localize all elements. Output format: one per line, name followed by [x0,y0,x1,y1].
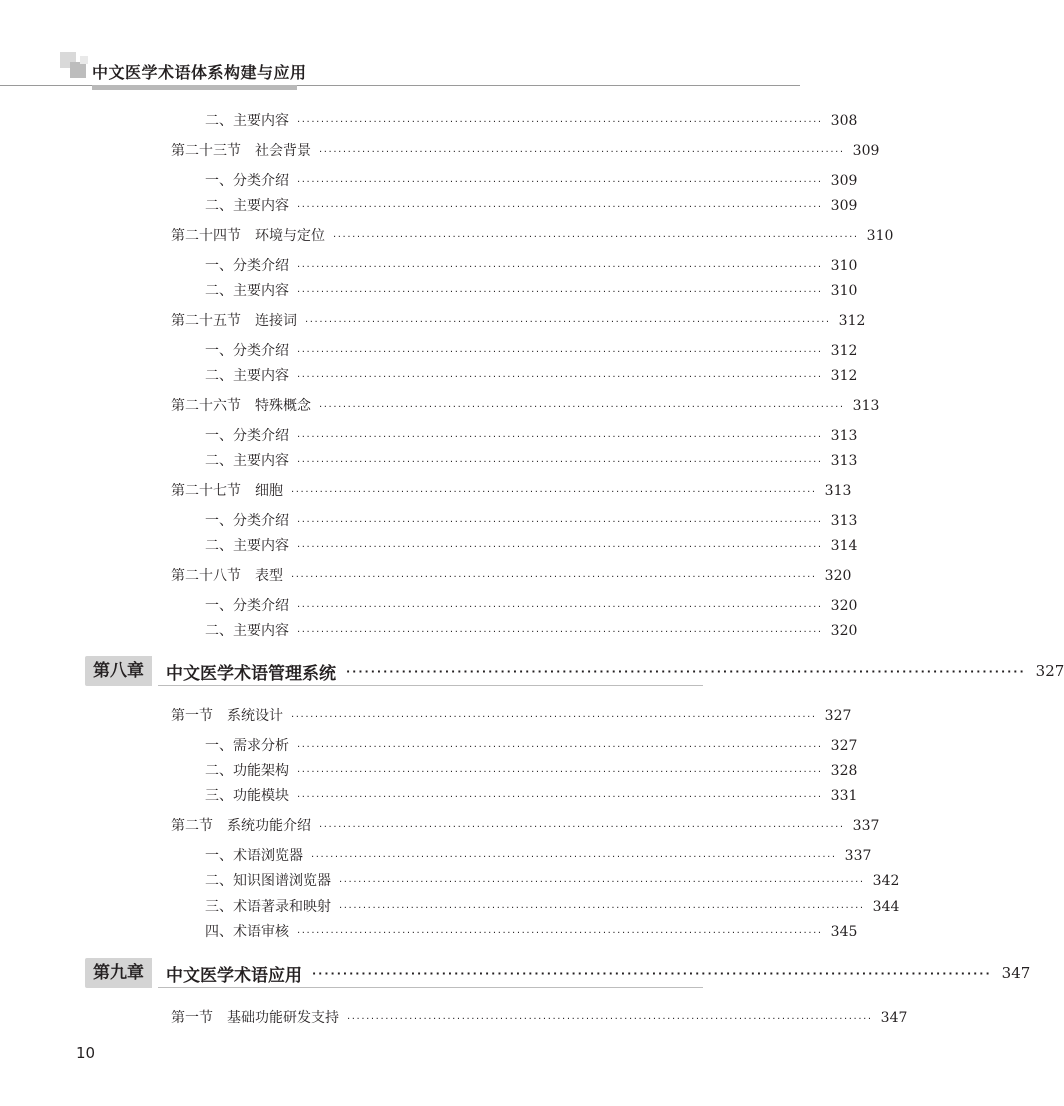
toc-entry[interactable] [205,896,900,916]
section-title: 系统功能介绍 [227,818,311,834]
entry-page: 345 [830,924,858,940]
chapter-page: 327 [1035,662,1064,680]
chapter-title: 中文医学术语管理系统 [166,663,336,684]
entry-page: 328 [830,763,858,779]
entry-label: 一、分类介绍 [205,258,289,274]
section-title: 表型 [255,568,283,584]
toc-entry[interactable] [205,785,858,805]
section-title: 社会背景 [255,143,311,159]
dot-leader: ·············································································································· [297,542,823,553]
entry-label: 二、主要内容 [205,538,289,554]
section-number: 第二十五节 [171,313,241,329]
toc-entry[interactable] [205,760,858,780]
toc-entry[interactable] [205,450,858,470]
dot-leader: ·············································································································· [291,572,817,583]
toc-entry[interactable] [205,340,858,360]
header-decor-square [70,62,86,78]
entry-label: 一、分类介绍 [205,428,289,444]
toc-chapter[interactable] [85,656,1064,686]
entry-page: 342 [872,873,900,889]
header-title-bar [92,85,297,90]
toc-entry[interactable] [205,845,872,865]
dot-leader: ·············································································································· [297,792,823,803]
section-page: 310 [866,228,894,244]
entry-page: 314 [830,538,858,554]
dot-leader: ·············································································································· [339,877,865,888]
toc-entry[interactable] [205,535,858,555]
section-title: 系统设计 [227,708,283,724]
entry-label: 一、需求分析 [205,738,289,754]
entry-page: 344 [872,899,900,915]
entry-page: 337 [844,848,872,864]
dot-leader: ·············································································································· [346,664,1026,678]
dot-leader: ·············································································································· [297,602,823,613]
section-title: 连接词 [255,313,297,329]
book-title: 中文医学术语体系构建与应用 [92,63,307,82]
entry-page: 313 [830,428,858,444]
entry-page: 312 [830,343,858,359]
dot-leader: ·············································································································· [297,117,823,128]
section-title: 特殊概念 [255,398,311,414]
chapter-underline [158,987,703,988]
entry-page: 310 [830,283,858,299]
toc-entry[interactable] [205,620,858,640]
toc-entry[interactable] [205,425,858,445]
entry-page: 320 [830,598,858,614]
dot-leader: ·············································································································· [297,347,823,358]
entry-label: 二、知识图谱浏览器 [205,873,331,889]
entry-label: 四、术语审核 [205,924,289,940]
entry-label: 二、主要内容 [205,113,289,129]
section-title: 基础功能研发支持 [227,1010,339,1026]
dot-leader: ·············································································································· [319,147,845,158]
dot-leader: ·············································································································· [297,627,823,638]
chapter-title: 中文医学术语应用 [166,965,302,986]
section-number: 第一节 [171,708,213,724]
toc-section[interactable] [171,815,880,835]
toc-entry[interactable] [205,280,858,300]
dot-leader: ·············································································································· [339,903,865,914]
toc-entry[interactable] [205,365,858,385]
header-decor-square [80,56,88,64]
toc-entry[interactable] [205,921,858,941]
section-page: 327 [824,708,852,724]
entry-label: 三、术语著录和映射 [205,899,331,915]
toc-entry[interactable] [205,255,858,275]
dot-leader: ·············································································································· [319,822,845,833]
toc-entry[interactable] [205,870,900,890]
section-number: 第二十七节 [171,483,241,499]
dot-leader: ·············································································································· [319,402,845,413]
toc-chapter[interactable] [85,958,1031,988]
toc-section[interactable] [171,705,852,725]
entry-page: 320 [830,623,858,639]
toc-entry[interactable] [205,510,858,530]
dot-leader: ·············································································································· [347,1014,873,1025]
entry-label: 二、主要内容 [205,283,289,299]
entry-label: 一、分类介绍 [205,343,289,359]
chapter-underline [158,685,703,686]
dot-leader: ·············································································································· [333,232,859,243]
section-number: 第二十三节 [171,143,241,159]
page-number: 10 [76,1044,96,1062]
dot-leader: ·············································································································· [297,767,823,778]
toc-section[interactable] [171,565,852,585]
toc-section[interactable] [171,225,894,245]
entry-label: 三、功能模块 [205,788,289,804]
section-number: 第二十四节 [171,228,241,244]
entry-page: 309 [830,198,858,214]
dot-leader: ·············································································································· [305,317,831,328]
dot-leader: ·············································································································· [291,487,817,498]
dot-leader: ·············································································································· [297,457,823,468]
entry-page: 313 [830,453,858,469]
dot-leader: ·············································································································· [297,262,823,273]
toc-entry[interactable] [205,170,858,190]
dot-leader: ·············································································································· [297,928,823,939]
dot-leader: ·············································································································· [297,202,823,213]
section-number: 第二十六节 [171,398,241,414]
toc-section[interactable] [171,1007,908,1027]
dot-leader: ·············································································································· [297,742,823,753]
section-title: 环境与定位 [255,228,325,244]
toc-section[interactable] [171,140,880,160]
dot-leader: ·············································································································· [297,517,823,528]
entry-page: 327 [830,738,858,754]
entry-label: 一、分类介绍 [205,513,289,529]
entry-page: 312 [830,368,858,384]
dot-leader: ·············································································································· [297,372,823,383]
toc-section[interactable] [171,480,852,500]
chapter-page: 347 [1001,964,1031,982]
dot-leader: ·············································································································· [297,287,823,298]
entry-label: 二、主要内容 [205,623,289,639]
dot-leader: ·············································································································· [311,852,837,863]
entry-label: 一、分类介绍 [205,598,289,614]
toc-section[interactable] [171,395,880,415]
entry-label: 二、功能架构 [205,763,289,779]
entry-page: 310 [830,258,858,274]
chapter-number: 第九章 [85,958,152,988]
section-page: 309 [852,143,880,159]
section-number: 第一节 [171,1010,213,1026]
toc-entry[interactable] [205,110,858,130]
entry-page: 313 [830,513,858,529]
entry-label: 一、术语浏览器 [205,848,303,864]
section-page: 313 [852,398,880,414]
entry-page: 308 [830,113,858,129]
dot-leader: ·············································································································· [297,432,823,443]
section-page: 313 [824,483,852,499]
toc-section[interactable] [171,310,866,330]
dot-leader: ·············································································································· [312,966,992,980]
section-page: 337 [852,818,880,834]
entry-label: 一、分类介绍 [205,173,289,189]
toc-entry[interactable] [205,735,858,755]
entry-label: 二、主要内容 [205,453,289,469]
entry-label: 二、主要内容 [205,368,289,384]
dot-leader: ·············································································································· [297,177,823,188]
section-page: 347 [880,1010,908,1026]
entry-label: 二、主要内容 [205,198,289,214]
section-page: 320 [824,568,852,584]
section-number: 第二节 [171,818,213,834]
toc-entry[interactable] [205,595,858,615]
entry-page: 309 [830,173,858,189]
section-page: 312 [838,313,866,329]
dot-leader: ·············································································································· [291,712,817,723]
toc-entry[interactable] [205,195,858,215]
section-title: 细胞 [255,483,283,499]
entry-page: 331 [830,788,858,804]
chapter-number: 第八章 [85,656,152,686]
section-number: 第二十八节 [171,568,241,584]
